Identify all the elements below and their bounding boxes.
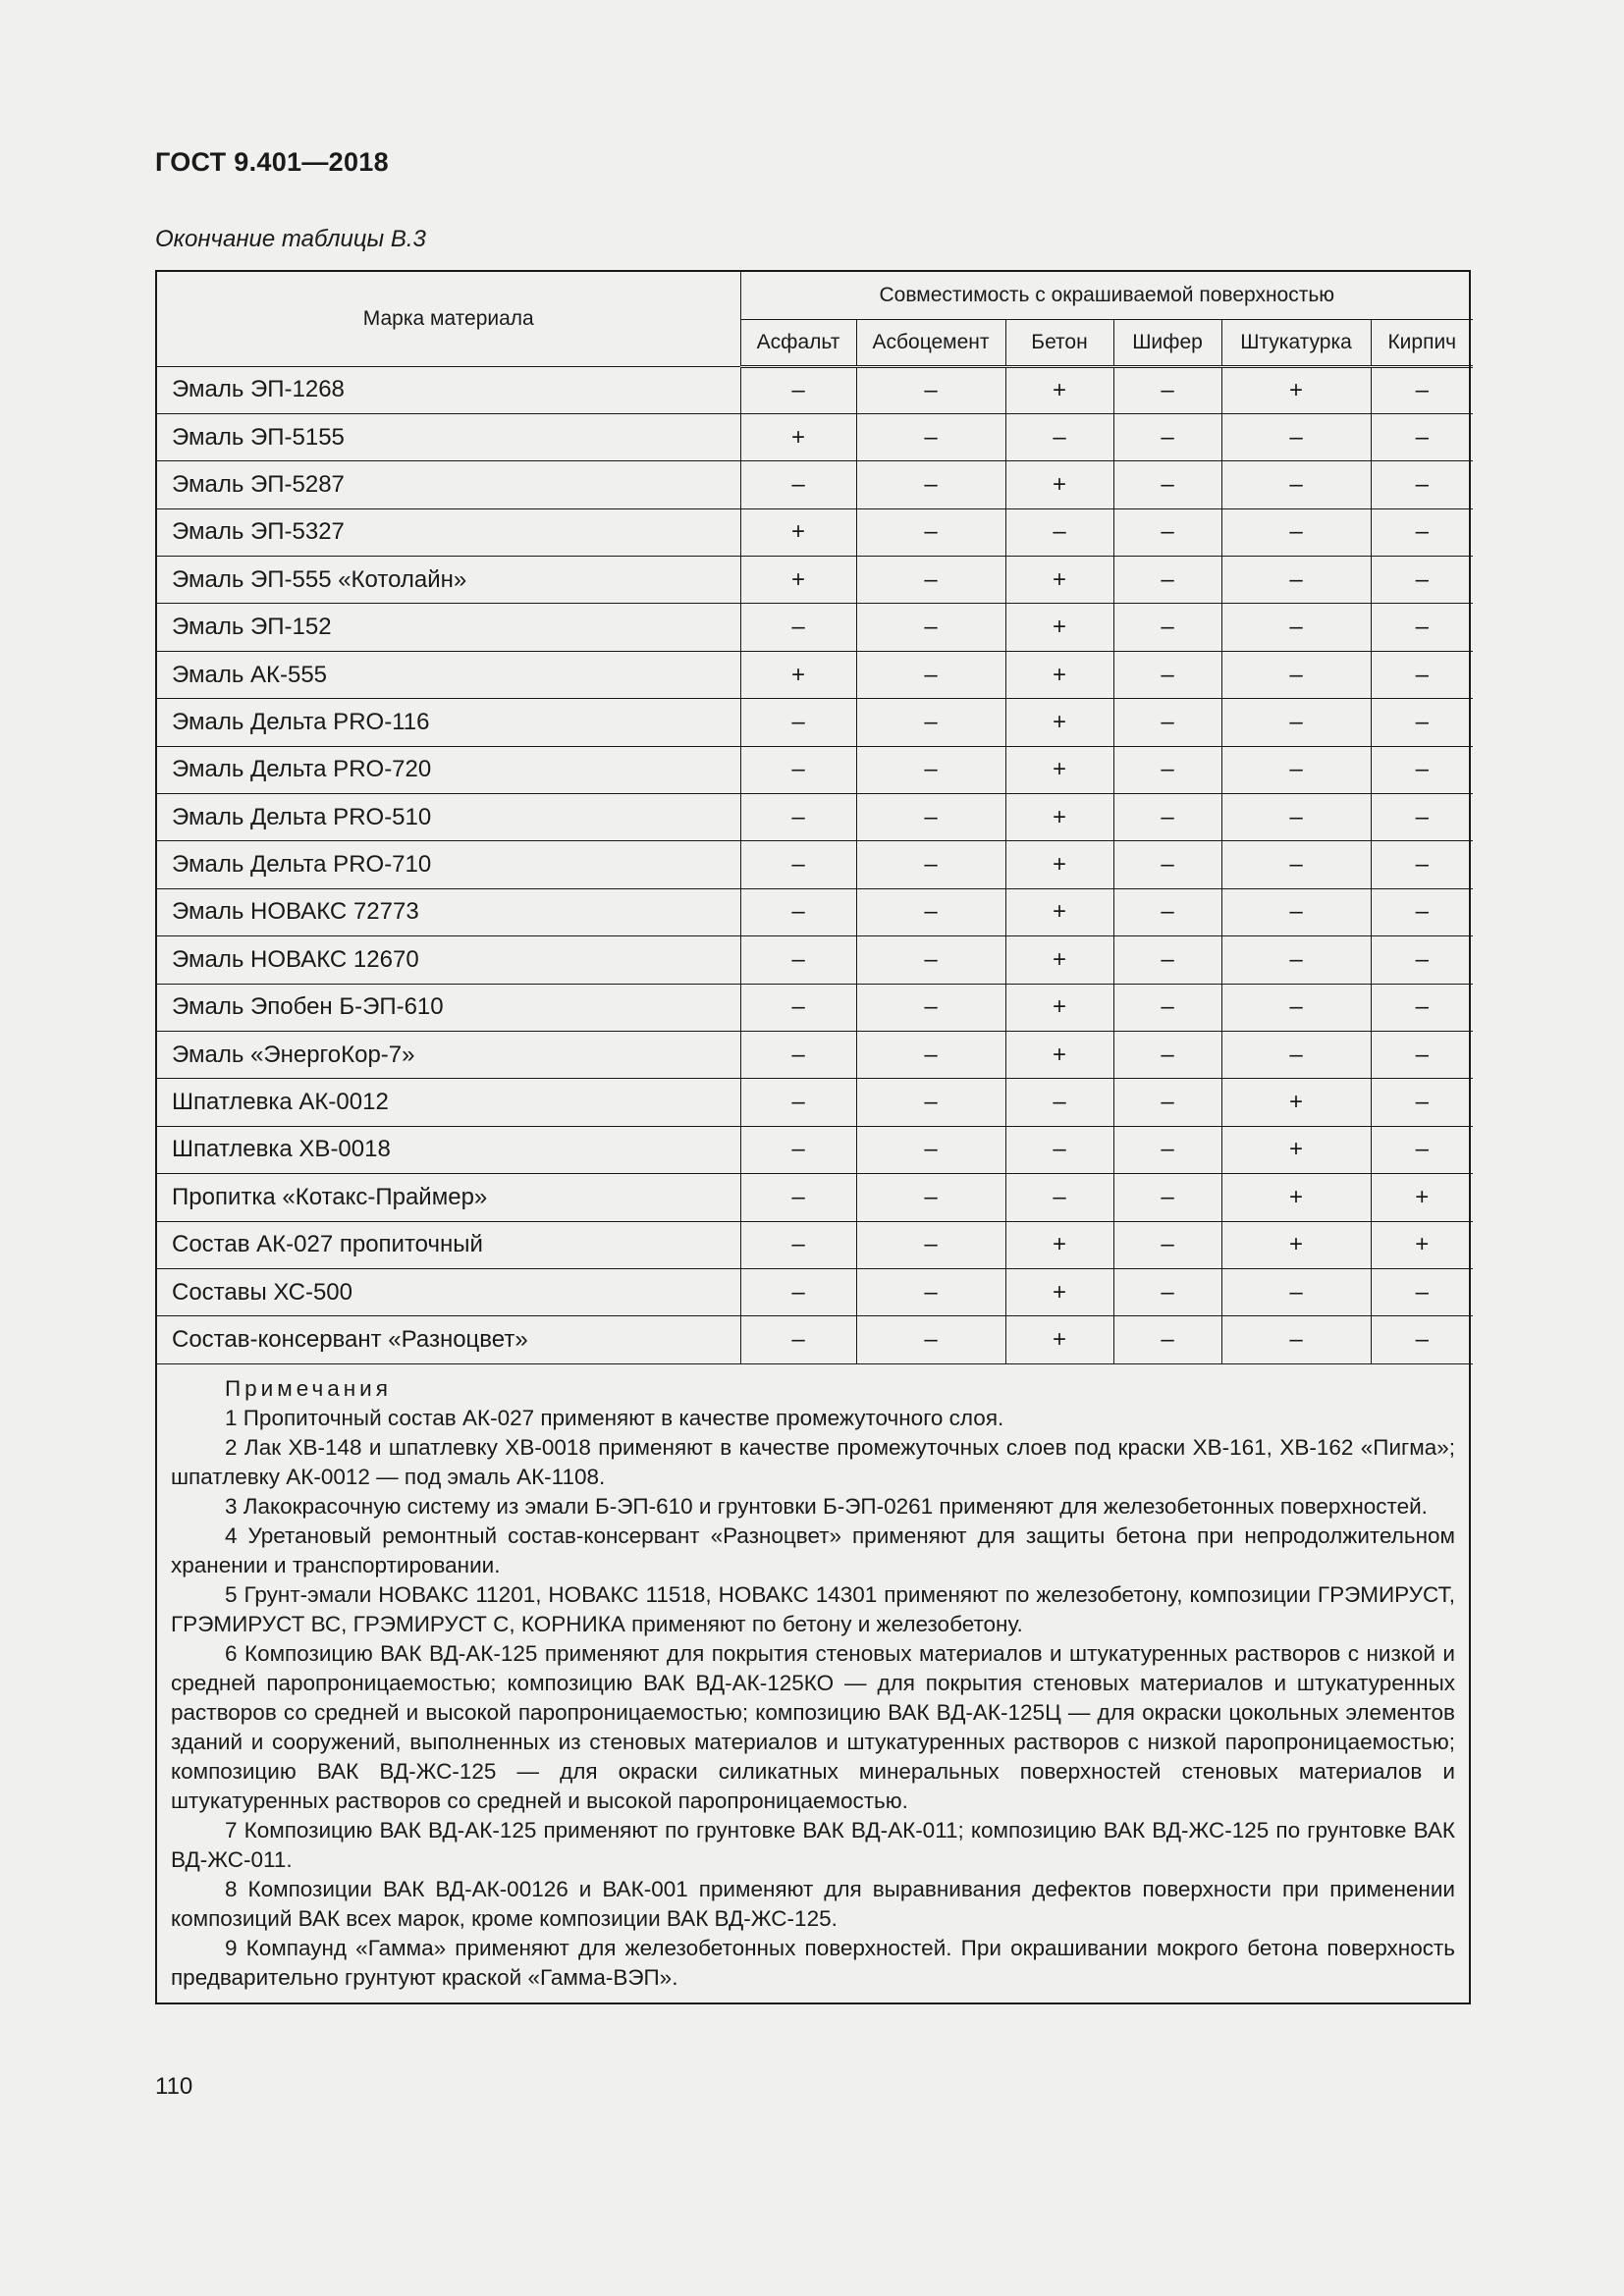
material-name-cell: Эмаль ЭП-152 <box>157 604 740 651</box>
compatibility-cell: – <box>740 888 856 935</box>
compatibility-cell: – <box>1113 746 1221 793</box>
note-item: 6 Композицию ВАК ВД-АК-125 применяют для покрытия стеновых материалов и штукатуренных растворов с низкой и средней паропроницаемостью; композицию ВАК ВД-АК-125КО — для покрытия стеновых материалов и штукатуренных растворов со средней и высокой паропроницаемостью; композицию ВАК ВД-АК-125Ц — для окраски цокольных элементов зданий и сооружений, выполненных из стеновых материалов и штукатуренных растворов с низкой паропроницаемостью; композицию ВАК ВД-ЖС-125 — для окраски силикатных минеральных поверхностей стеновых материалов и штукатуренных растворов со средней и высокой паропроницаемостью. <box>171 1640 1455 1813</box>
material-name-cell: Эмаль Дельта PRO-710 <box>157 841 740 888</box>
compatibility-cell: – <box>1221 651 1371 698</box>
compatibility-cell: – <box>1113 1221 1221 1268</box>
material-name-cell: Эмаль АК-555 <box>157 651 740 698</box>
compatibility-cell: – <box>1371 461 1473 508</box>
compatibility-cell: – <box>1113 1031 1221 1078</box>
compatibility-cell: – <box>856 1126 1005 1173</box>
material-name-cell: Шпатлевка ХВ-0018 <box>157 1126 740 1173</box>
compatibility-cell: + <box>1005 1316 1113 1363</box>
compatibility-cell: – <box>1371 699 1473 746</box>
compatibility-cell: + <box>740 557 856 604</box>
note-item: 2 Лак ХВ-148 и шпатлевку ХВ-0018 применяют в качестве промежуточных слоев под краски ХВ-161, ХВ-162 «Пигма»; шпатлевку АК-0012 — под эмаль АК-1108. <box>171 1434 1455 1489</box>
compatibility-cell: – <box>1371 984 1473 1031</box>
compatibility-cell: + <box>1005 1031 1113 1078</box>
compatibility-cell: – <box>740 699 856 746</box>
compatibility-cell: – <box>1371 604 1473 651</box>
notes-section <box>157 1364 1469 2002</box>
material-name-cell: Состав АК-027 пропиточный <box>157 1221 740 1268</box>
compatibility-cell: – <box>1371 1031 1473 1078</box>
material-name-cell: Шпатлевка АК-0012 <box>157 1079 740 1126</box>
compatibility-cell: – <box>1221 1268 1371 1315</box>
compatibility-cell: – <box>1371 841 1473 888</box>
material-name-cell: Эмаль Эпобен Б-ЭП-610 <box>157 984 740 1031</box>
table-row <box>157 888 1473 935</box>
material-name-cell: Эмаль Дельта PRO-720 <box>157 746 740 793</box>
compatibility-cell: – <box>1371 888 1473 935</box>
compatibility-cell: – <box>856 366 1005 413</box>
note-item: 8 Композиции ВАК ВД-АК-00126 и ВАК-001 применяют для выравнивания дефектов поверхности при применении композиций ВАК всех марок, кроме композиции ВАК ВД-ЖС-125. <box>171 1876 1455 1931</box>
compatibility-cell: – <box>1221 984 1371 1031</box>
surface-column-header: Шифер <box>1113 319 1221 366</box>
table-row <box>157 651 1473 698</box>
table-row <box>157 413 1473 460</box>
material-column-header: Марка материала <box>157 272 740 366</box>
compatibility-cell: – <box>740 1221 856 1268</box>
notes-title: Примечания <box>225 1375 392 1401</box>
compatibility-cell: – <box>1221 1031 1371 1078</box>
compatibility-cell: – <box>1113 794 1221 841</box>
compatibility-cell: – <box>1005 413 1113 460</box>
compatibility-cell: – <box>1371 936 1473 984</box>
compatibility-cell: – <box>1005 1126 1113 1173</box>
material-name-cell: Эмаль ЭП-5327 <box>157 508 740 556</box>
compatibility-cell: – <box>856 1221 1005 1268</box>
compatibility-cell: – <box>1221 746 1371 793</box>
compatibility-cell: – <box>740 841 856 888</box>
compatibility-cell: – <box>856 699 1005 746</box>
table-row <box>157 508 1473 556</box>
compatibility-cell: + <box>740 651 856 698</box>
compatibility-cell: – <box>1371 1126 1473 1173</box>
document-code: ГОСТ 9.401—2018 <box>155 147 389 177</box>
surface-column-header: Бетон <box>1005 319 1113 366</box>
table-caption: Окончание таблицы В.3 <box>155 226 426 252</box>
compatibility-cell: – <box>740 794 856 841</box>
compatibility-cell: + <box>1005 984 1113 1031</box>
table-row <box>157 366 1473 413</box>
compatibility-cell: + <box>1221 1174 1371 1221</box>
compatibility-cell: + <box>1005 794 1113 841</box>
compatibility-cell: – <box>1113 604 1221 651</box>
compatibility-cell: – <box>856 1174 1005 1221</box>
table-body <box>157 366 1473 1363</box>
note-item: 3 Лакокрасочную систему из эмали Б-ЭП-610 и грунтовки Б-ЭП-0261 применяют для железобетонных поверхностей. <box>225 1493 1428 1519</box>
compatibility-cell: – <box>740 1174 856 1221</box>
compatibility-cell: – <box>1113 888 1221 935</box>
compatibility-cell: – <box>856 508 1005 556</box>
compatibility-cell: – <box>1221 888 1371 935</box>
compatibility-cell: – <box>856 557 1005 604</box>
compatibility-cell: – <box>1221 461 1371 508</box>
compatibility-cell: – <box>856 604 1005 651</box>
compatibility-cell: + <box>740 508 856 556</box>
table-row <box>157 936 1473 984</box>
compatibility-cell: + <box>1221 1221 1371 1268</box>
compatibility-cell: – <box>1221 936 1371 984</box>
table-row <box>157 604 1473 651</box>
compatibility-cell: – <box>1113 366 1221 413</box>
compatibility-cell: – <box>1113 557 1221 604</box>
compatibility-cell: + <box>1371 1221 1473 1268</box>
compatibility-cell: – <box>1113 413 1221 460</box>
compatibility-table <box>157 272 1473 1364</box>
table-row <box>157 1174 1473 1221</box>
compatibility-cell: – <box>1113 699 1221 746</box>
compatibility-cell: – <box>1371 508 1473 556</box>
material-name-cell: Эмаль ЭП-1268 <box>157 366 740 413</box>
material-name-cell: Эмаль НОВАКС 72773 <box>157 888 740 935</box>
material-name-cell: Эмаль ЭП-5287 <box>157 461 740 508</box>
compatibility-cell: – <box>1113 651 1221 698</box>
notes-list <box>171 1404 1455 1993</box>
compatibility-cell: – <box>856 1268 1005 1315</box>
compatibility-cell: + <box>1005 936 1113 984</box>
compatibility-cell: – <box>1113 508 1221 556</box>
note-item: 4 Уретановый ремонтный состав-консервант «Разноцвет» применяют для защиты бетона при непродолжительном хранении и транспортировании. <box>171 1522 1455 1577</box>
compatibility-cell: + <box>1221 366 1371 413</box>
note-item: 5 Грунт-эмали НОВАКС 11201, НОВАКС 11518, НОВАКС 14301 применяют по железобетону, композиции ГРЭМИРУСТ, ГРЭМИРУСТ ВС, ГРЭМИРУСТ С, КОРНИКА применяют по бетону и железобетону. <box>171 1581 1455 1636</box>
compatibility-cell: + <box>1005 1221 1113 1268</box>
material-name-cell: Состав-консервант «Разноцвет» <box>157 1316 740 1363</box>
compatibility-cell: – <box>1371 1316 1473 1363</box>
compatibility-cell: – <box>740 936 856 984</box>
compatibility-cell: – <box>1371 557 1473 604</box>
compatibility-cell: – <box>1221 794 1371 841</box>
compatibility-cell: – <box>740 1268 856 1315</box>
material-name-cell: Эмаль Дельта PRO-116 <box>157 699 740 746</box>
compatibility-cell: – <box>1371 413 1473 460</box>
compatibility-cell: + <box>1005 699 1113 746</box>
material-name-cell: Эмаль ЭП-5155 <box>157 413 740 460</box>
compatibility-cell: – <box>856 1031 1005 1078</box>
compatibility-cell: + <box>1005 651 1113 698</box>
compatibility-cell: + <box>1005 366 1113 413</box>
compatibility-cell: – <box>740 1079 856 1126</box>
table-row <box>157 1316 1473 1363</box>
compatibility-cell: – <box>1005 1079 1113 1126</box>
compatibility-cell: – <box>1113 1316 1221 1363</box>
surface-column-header: Асфальт <box>740 319 856 366</box>
table-row <box>157 841 1473 888</box>
material-name-cell: Эмаль ЭП-555 «Котолайн» <box>157 557 740 604</box>
compatibility-cell: – <box>1221 1316 1371 1363</box>
compatibility-cell: – <box>740 746 856 793</box>
compatibility-cell: – <box>1221 508 1371 556</box>
compatibility-cell: + <box>1005 746 1113 793</box>
compatibility-cell: – <box>1221 841 1371 888</box>
compatibility-cell: – <box>740 604 856 651</box>
table-row <box>157 1126 1473 1173</box>
compatibility-cell: – <box>740 1126 856 1173</box>
compatibility-cell: – <box>1113 936 1221 984</box>
compatibility-cell: + <box>1005 604 1113 651</box>
compatibility-cell: – <box>1113 1268 1221 1315</box>
compatibility-cell: – <box>1113 1126 1221 1173</box>
table-row <box>157 794 1473 841</box>
compatibility-cell: – <box>856 413 1005 460</box>
compatibility-cell: – <box>1371 1079 1473 1126</box>
compatibility-cell: – <box>1221 699 1371 746</box>
compatibility-cell: + <box>1005 461 1113 508</box>
compatibility-cell: – <box>856 746 1005 793</box>
compatibility-cell: – <box>856 984 1005 1031</box>
compatibility-cell: – <box>740 1031 856 1078</box>
table-row <box>157 1079 1473 1126</box>
compatibility-cell: – <box>1371 746 1473 793</box>
compatibility-cell: – <box>1221 413 1371 460</box>
compatibility-cell: + <box>1005 841 1113 888</box>
compatibility-cell: – <box>1113 461 1221 508</box>
compatibility-cell: + <box>1005 888 1113 935</box>
compatibility-cell: – <box>856 888 1005 935</box>
table-row <box>157 984 1473 1031</box>
compatibility-cell: – <box>856 461 1005 508</box>
note-item: 7 Композицию ВАК ВД-АК-125 применяют по грунтовке ВАК ВД-АК-011; композицию ВАК ВД-ЖС-125 по грунтовке ВАК ВД-ЖС-011. <box>171 1817 1455 1872</box>
compatibility-cell: – <box>1113 984 1221 1031</box>
compatibility-cell: + <box>1371 1174 1473 1221</box>
surface-column-header: Асбоцемент <box>856 319 1005 366</box>
table-row <box>157 699 1473 746</box>
compatibility-cell: – <box>1371 366 1473 413</box>
material-name-cell: Эмаль «ЭнергоКор-7» <box>157 1031 740 1078</box>
compatibility-cell: – <box>1221 604 1371 651</box>
material-name-cell: Пропитка «Котакс-Праймер» <box>157 1174 740 1221</box>
compatibility-cell: – <box>856 794 1005 841</box>
compatibility-cell: + <box>1221 1079 1371 1126</box>
compatibility-cell: – <box>740 366 856 413</box>
material-name-cell: Составы ХС-500 <box>157 1268 740 1315</box>
compatibility-cell: – <box>856 841 1005 888</box>
table-row <box>157 1031 1473 1078</box>
compatibility-cell: – <box>1113 1174 1221 1221</box>
table-row <box>157 557 1473 604</box>
compatibility-cell: + <box>1221 1126 1371 1173</box>
compatibility-cell: + <box>1005 557 1113 604</box>
compatibility-cell: – <box>740 461 856 508</box>
table-row <box>157 1268 1473 1315</box>
note-item: 9 Компаунд «Гамма» применяют для железобетонных поверхностей. При окрашивании мокрого бетона поверхность предварительно грунтуют краской «Гамма-ВЭП». <box>171 1935 1455 1990</box>
compatibility-cell: – <box>856 936 1005 984</box>
table-row <box>157 461 1473 508</box>
compatibility-cell: – <box>1005 1174 1113 1221</box>
compatibility-cell: – <box>1371 1268 1473 1315</box>
compatibility-cell: – <box>856 651 1005 698</box>
compatibility-table-container <box>155 270 1471 2004</box>
compatibility-cell: – <box>1113 1079 1221 1126</box>
compatibility-cell: – <box>1371 794 1473 841</box>
surface-column-header: Кирпич <box>1371 319 1473 366</box>
compatibility-cell: + <box>1005 1268 1113 1315</box>
compatibility-cell: – <box>1221 557 1371 604</box>
compatibility-cell: – <box>1113 841 1221 888</box>
material-name-cell: Эмаль НОВАКС 12670 <box>157 936 740 984</box>
compatibility-cell: + <box>740 413 856 460</box>
table-row <box>157 746 1473 793</box>
compatibility-cell: – <box>856 1079 1005 1126</box>
surface-column-header: Штукатурка <box>1221 319 1371 366</box>
compatibility-cell: – <box>856 1316 1005 1363</box>
page-number: 110 <box>155 2073 193 2100</box>
material-name-cell: Эмаль Дельта PRO-510 <box>157 794 740 841</box>
compatibility-cell: – <box>1371 651 1473 698</box>
table-row <box>157 1221 1473 1268</box>
compatibility-cell: – <box>1005 508 1113 556</box>
compatibility-group-header: Совместимость с окрашиваемой поверхностью <box>740 272 1473 319</box>
compatibility-cell: – <box>740 984 856 1031</box>
note-item: 1 Пропиточный состав АК-027 применяют в качестве промежуточного слоя. <box>225 1405 1004 1430</box>
compatibility-cell: – <box>740 1316 856 1363</box>
